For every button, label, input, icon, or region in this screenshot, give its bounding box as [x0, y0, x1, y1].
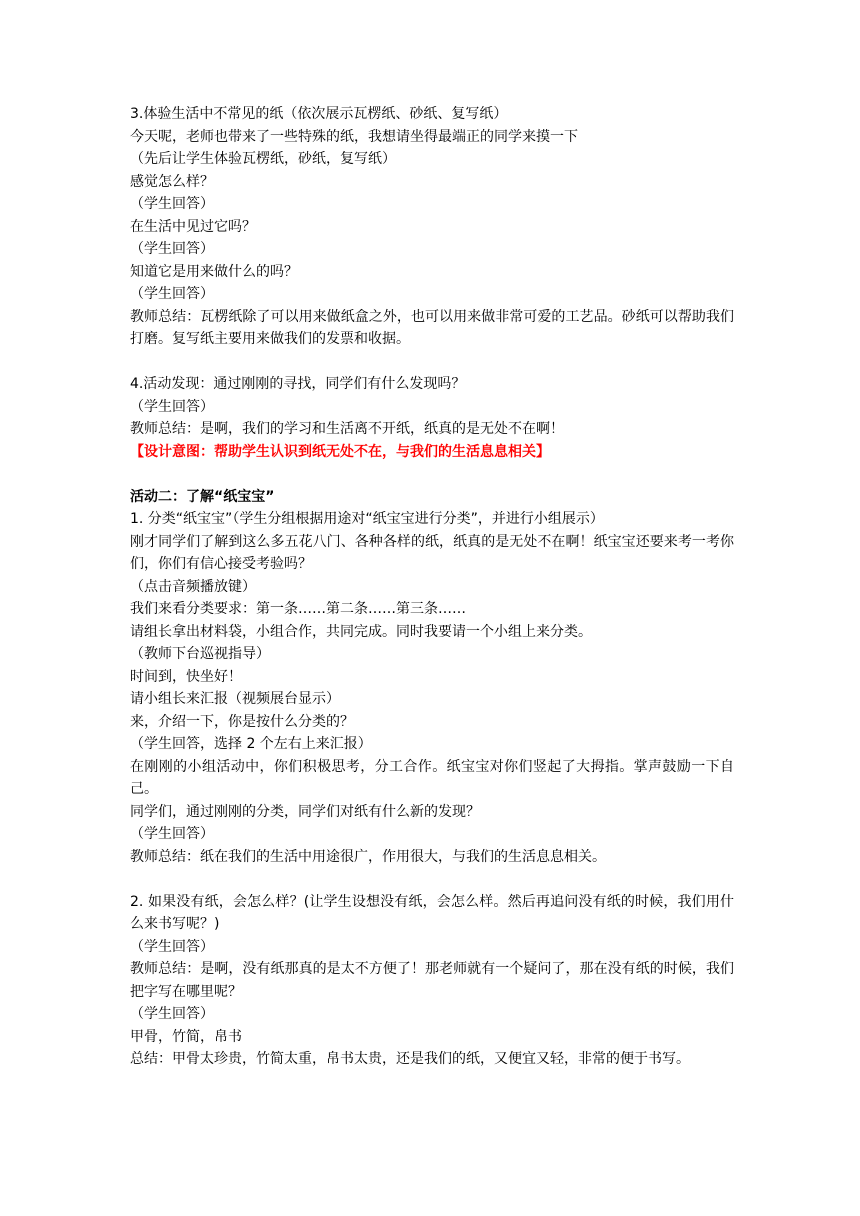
item1-line: 我们来看分类要求：第一条……第二条……第三条……	[130, 601, 466, 617]
section3-line: 感觉怎么样？	[130, 173, 214, 190]
item2-summary: 教师总结：是啊，没有纸那真的是太不方便了！那老师就有一个疑问了，那在没有纸的时候，我们把字写在哪里呢？	[130, 961, 734, 1000]
section3-line: （学生回答）	[130, 241, 214, 257]
section3-line: 今天呢，老师也带来了一些特殊的纸，我想请坐得最端正的同学来摸一下	[130, 128, 578, 145]
section3-line: （先后让学生体验瓦楞纸，砂纸，复写纸）	[130, 151, 396, 167]
section3-line: （学生回答）	[130, 196, 214, 212]
item2-conclusion: 总结：甲骨太珍贵，竹简太重，帛书太贵，还是我们的纸，又便宜又轻，非常的便于书写。	[130, 1051, 690, 1067]
item1-line: （点击音频播放键）	[130, 578, 256, 595]
design-intent: 【设计意图：帮助学生认识到纸无处不在，与我们的生活息息相关】	[130, 443, 550, 460]
document-body	[130, 103, 734, 1071]
spacer	[130, 868, 734, 891]
section4-heading: 4.活动发现：通过刚刚的寻找，同学们有什么发现吗？	[130, 376, 466, 392]
item1-paragraph: 刚才同学们了解到这么多五花八门、各种各样的纸，纸真的是无处不在啊！纸宝宝还要来考一考你们，你们有信心接受考验吗？	[130, 533, 734, 572]
item1-heading: 1. 分类“纸宝宝”（学生分组根据用途对“纸宝宝进行分类”，并进行小组展示）	[130, 511, 604, 527]
section3-line: 知道它是用来做什么的吗？	[130, 263, 298, 280]
item2-heading: 2. 如果没有纸，会怎么样？(让学生设想没有纸，会怎么样。然后再追问没有纸的时候，我们用什么来书写呢？)	[130, 893, 734, 932]
item1-line: 教师总结：纸在我们的生活中用途很广，作用很大，与我们的生活息息相关。	[130, 848, 606, 865]
item1-line: （学生回答）	[130, 826, 214, 842]
spacer	[130, 463, 734, 486]
section3-heading: 3.体验生活中不常见的纸（依次展示瓦楞纸、砂纸、复写纸）	[130, 106, 508, 122]
spacer	[130, 351, 734, 374]
section3-line: （学生回答）	[130, 286, 214, 302]
item1-line: 请小组长来汇报（视频展台显示）	[130, 691, 340, 707]
section3-summary: 教师总结：瓦楞纸除了可以用来做纸盒之外，也可以用来做非常可爱的工艺品。砂纸可以帮助我们打磨。复写纸主要用来做我们的发票和收据。	[130, 308, 734, 347]
item1-line: 请组长拿出材料袋，小组合作，共同完成。同时我要请一个小组上来分类。	[130, 623, 592, 640]
section3-line: 在生活中见过它吗？	[130, 218, 256, 235]
item1-line: 同学们，通过刚刚的分类，同学们对纸有什么新的发现？	[130, 803, 480, 820]
section4-answer: （学生回答）	[130, 398, 214, 415]
item1-line: 来，介绍一下，你是按什么分类的？	[130, 713, 354, 730]
item2-answer: （学生回答）	[130, 938, 214, 955]
item1-line: 时间到，快坐好！	[130, 668, 242, 685]
item2-materials: 甲骨，竹简，帛书	[130, 1028, 242, 1045]
item1-line: （学生回答，选择 2 个左右上来汇报）	[130, 736, 372, 752]
item1-paragraph: 在刚刚的小组活动中，你们积极思考，分工合作。纸宝宝对你们竖起了大拇指。掌声鼓励一下自己。	[130, 758, 734, 797]
item1-line: （教师下台巡视指导）	[130, 646, 270, 662]
section4-summary: 教师总结：是啊，我们的学习和生活离不开纸，纸真的是无处不在啊！	[130, 421, 564, 437]
activity2-title: 活动二：了解“纸宝宝”	[130, 488, 275, 505]
item2-answer: （学生回答）	[130, 1006, 214, 1022]
